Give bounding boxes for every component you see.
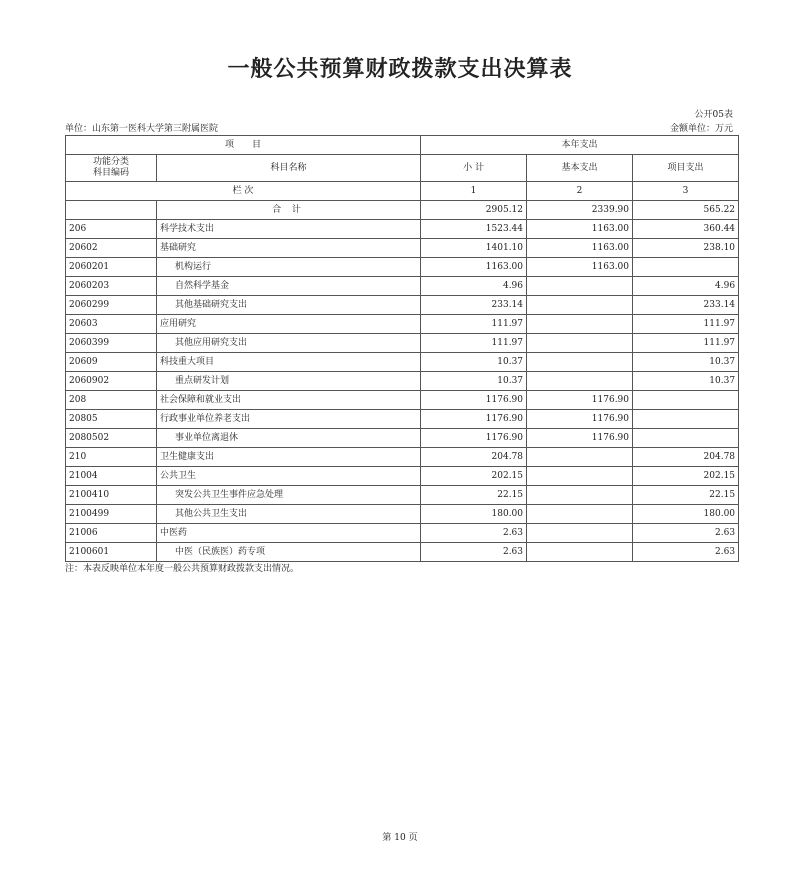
func-code-header-line2: 科目编码 [92, 168, 129, 178]
row-code: 2060203 [66, 277, 157, 296]
row-basic [527, 467, 633, 486]
row-subject-name: 其他基础研究支出 [157, 296, 421, 315]
row-basic [527, 448, 633, 467]
table-row [66, 353, 739, 372]
page-number: 第 10 页 [382, 833, 418, 843]
footnote: 注：本表反映单位本年度一般公共预算财政拨款支出情况。 [65, 564, 300, 574]
row-subject-name: 机构运行 [157, 258, 421, 277]
row-project [633, 258, 739, 277]
table-row [66, 391, 739, 410]
table-row [66, 410, 739, 429]
row-basic [527, 353, 633, 372]
row-code: 21004 [66, 467, 157, 486]
row-subject-name: 事业单位离退休 [157, 429, 421, 448]
col-index-row [66, 182, 739, 201]
row-basic [527, 543, 633, 562]
table-row [66, 429, 739, 448]
row-basic: 1163.00 [527, 239, 633, 258]
row-project: 10.37 [633, 353, 739, 372]
table-row [66, 524, 739, 543]
row-code: 21006 [66, 524, 157, 543]
row-subject-name: 突发公共卫生事件应急处理 [157, 486, 421, 505]
row-basic [527, 372, 633, 391]
table-row [66, 543, 739, 562]
row-subject-name: 公共卫生 [157, 467, 421, 486]
row-project: 233.14 [633, 296, 739, 315]
total-code [66, 201, 157, 220]
subtotal-header: 小 计 [421, 155, 527, 182]
row-subtotal: 180.00 [421, 505, 527, 524]
row-subject-name: 自然科学基金 [157, 277, 421, 296]
row-subject-name: 其他应用研究支出 [157, 334, 421, 353]
row-basic [527, 296, 633, 315]
row-basic [527, 277, 633, 296]
row-project: 111.97 [633, 315, 739, 334]
budget-table [65, 135, 739, 562]
row-project: 111.97 [633, 334, 739, 353]
header-row-top [66, 136, 739, 155]
row-subject-name: 重点研发计划 [157, 372, 421, 391]
row-basic: 1176.90 [527, 391, 633, 410]
table-row [66, 372, 739, 391]
row-code: 206 [66, 220, 157, 239]
subject-name-header: 科目名称 [157, 155, 421, 182]
row-code: 20603 [66, 315, 157, 334]
row-basic [527, 334, 633, 353]
row-subject-name: 基础研究 [157, 239, 421, 258]
row-basic [527, 505, 633, 524]
row-code: 2080502 [66, 429, 157, 448]
row-project: 180.00 [633, 505, 739, 524]
item-header: 项 目 [66, 136, 421, 155]
row-project: 4.96 [633, 277, 739, 296]
row-code: 2060299 [66, 296, 157, 315]
row-project: 2.63 [633, 524, 739, 543]
row-subtotal: 10.37 [421, 353, 527, 372]
row-subject-name: 科技重大项目 [157, 353, 421, 372]
row-project: 238.10 [633, 239, 739, 258]
amount-unit: 金额单位：万元 [669, 124, 733, 134]
func-code-header-line1: 功能分类 [92, 157, 129, 167]
row-code: 208 [66, 391, 157, 410]
row-code: 2100410 [66, 486, 157, 505]
current-year-header: 本年支出 [421, 136, 739, 155]
row-project: 204.78 [633, 448, 739, 467]
form-code: 公开05表 [694, 110, 733, 120]
row-subtotal: 111.97 [421, 315, 527, 334]
total-label: 合 计 [157, 201, 421, 220]
row-code: 20602 [66, 239, 157, 258]
row-subject-name: 其他公共卫生支出 [157, 505, 421, 524]
row-subject-name: 中医药 [157, 524, 421, 543]
table-row [66, 296, 739, 315]
row-basic: 1176.90 [527, 429, 633, 448]
row-project [633, 391, 739, 410]
row-basic: 1163.00 [527, 220, 633, 239]
row-subject-name: 社会保障和就业支出 [157, 391, 421, 410]
table-row [66, 277, 739, 296]
row-subtotal: 10.37 [421, 372, 527, 391]
row-subtotal: 1523.44 [421, 220, 527, 239]
row-subtotal: 111.97 [421, 334, 527, 353]
header-row-columns [66, 155, 739, 182]
row-subtotal: 2.63 [421, 543, 527, 562]
table-row [66, 486, 739, 505]
row-subject-name: 行政事业单位养老支出 [157, 410, 421, 429]
row-subtotal: 1163.00 [421, 258, 527, 277]
row-project: 22.15 [633, 486, 739, 505]
project-header: 项目支出 [633, 155, 739, 182]
row-project: 10.37 [633, 372, 739, 391]
row-project [633, 429, 739, 448]
row-basic: 1163.00 [527, 258, 633, 277]
table-row [66, 239, 739, 258]
row-basic: 1176.90 [527, 410, 633, 429]
basic-header: 基本支出 [527, 155, 633, 182]
row-subtotal: 22.15 [421, 486, 527, 505]
row-basic [527, 315, 633, 334]
row-code: 2100499 [66, 505, 157, 524]
col-index-1: 1 [421, 182, 527, 201]
col-index-3: 3 [633, 182, 739, 201]
row-subtotal: 1176.90 [421, 429, 527, 448]
total-subtotal: 2905.12 [421, 201, 527, 220]
col-index-label: 栏 次 [66, 182, 421, 201]
row-project: 2.63 [633, 543, 739, 562]
row-code: 2060399 [66, 334, 157, 353]
total-row [66, 201, 739, 220]
row-code: 20609 [66, 353, 157, 372]
row-subtotal: 233.14 [421, 296, 527, 315]
row-project [633, 410, 739, 429]
table-row [66, 505, 739, 524]
row-subtotal: 204.78 [421, 448, 527, 467]
row-code: 2100601 [66, 543, 157, 562]
row-basic [527, 486, 633, 505]
row-subject-name: 科学技术支出 [157, 220, 421, 239]
row-basic [527, 524, 633, 543]
row-code: 2060201 [66, 258, 157, 277]
total-project: 565.22 [633, 201, 739, 220]
row-subtotal: 1176.90 [421, 410, 527, 429]
row-subtotal: 4.96 [421, 277, 527, 296]
table-row [66, 315, 739, 334]
table-row [66, 334, 739, 353]
row-subtotal: 2.63 [421, 524, 527, 543]
row-code: 2060902 [66, 372, 157, 391]
unit-name: 单位：山东第一医科大学第三附属医院 [65, 124, 219, 134]
row-code: 20805 [66, 410, 157, 429]
row-subject-name: 中医（民族医）药专项 [157, 543, 421, 562]
row-project: 202.15 [633, 467, 739, 486]
table-row [66, 220, 739, 239]
row-subtotal: 1401.10 [421, 239, 527, 258]
col-index-2: 2 [527, 182, 633, 201]
row-project: 360.44 [633, 220, 739, 239]
row-subtotal: 1176.90 [421, 391, 527, 410]
table-row [66, 448, 739, 467]
row-code: 210 [66, 448, 157, 467]
row-subject-name: 卫生健康支出 [157, 448, 421, 467]
row-subtotal: 202.15 [421, 467, 527, 486]
table-row [66, 467, 739, 486]
func-code-header [66, 155, 157, 182]
total-basic: 2339.90 [527, 201, 633, 220]
table-row [66, 258, 739, 277]
page-title: 一般公共预算财政拨款支出决算表 [227, 56, 573, 82]
row-subject-name: 应用研究 [157, 315, 421, 334]
